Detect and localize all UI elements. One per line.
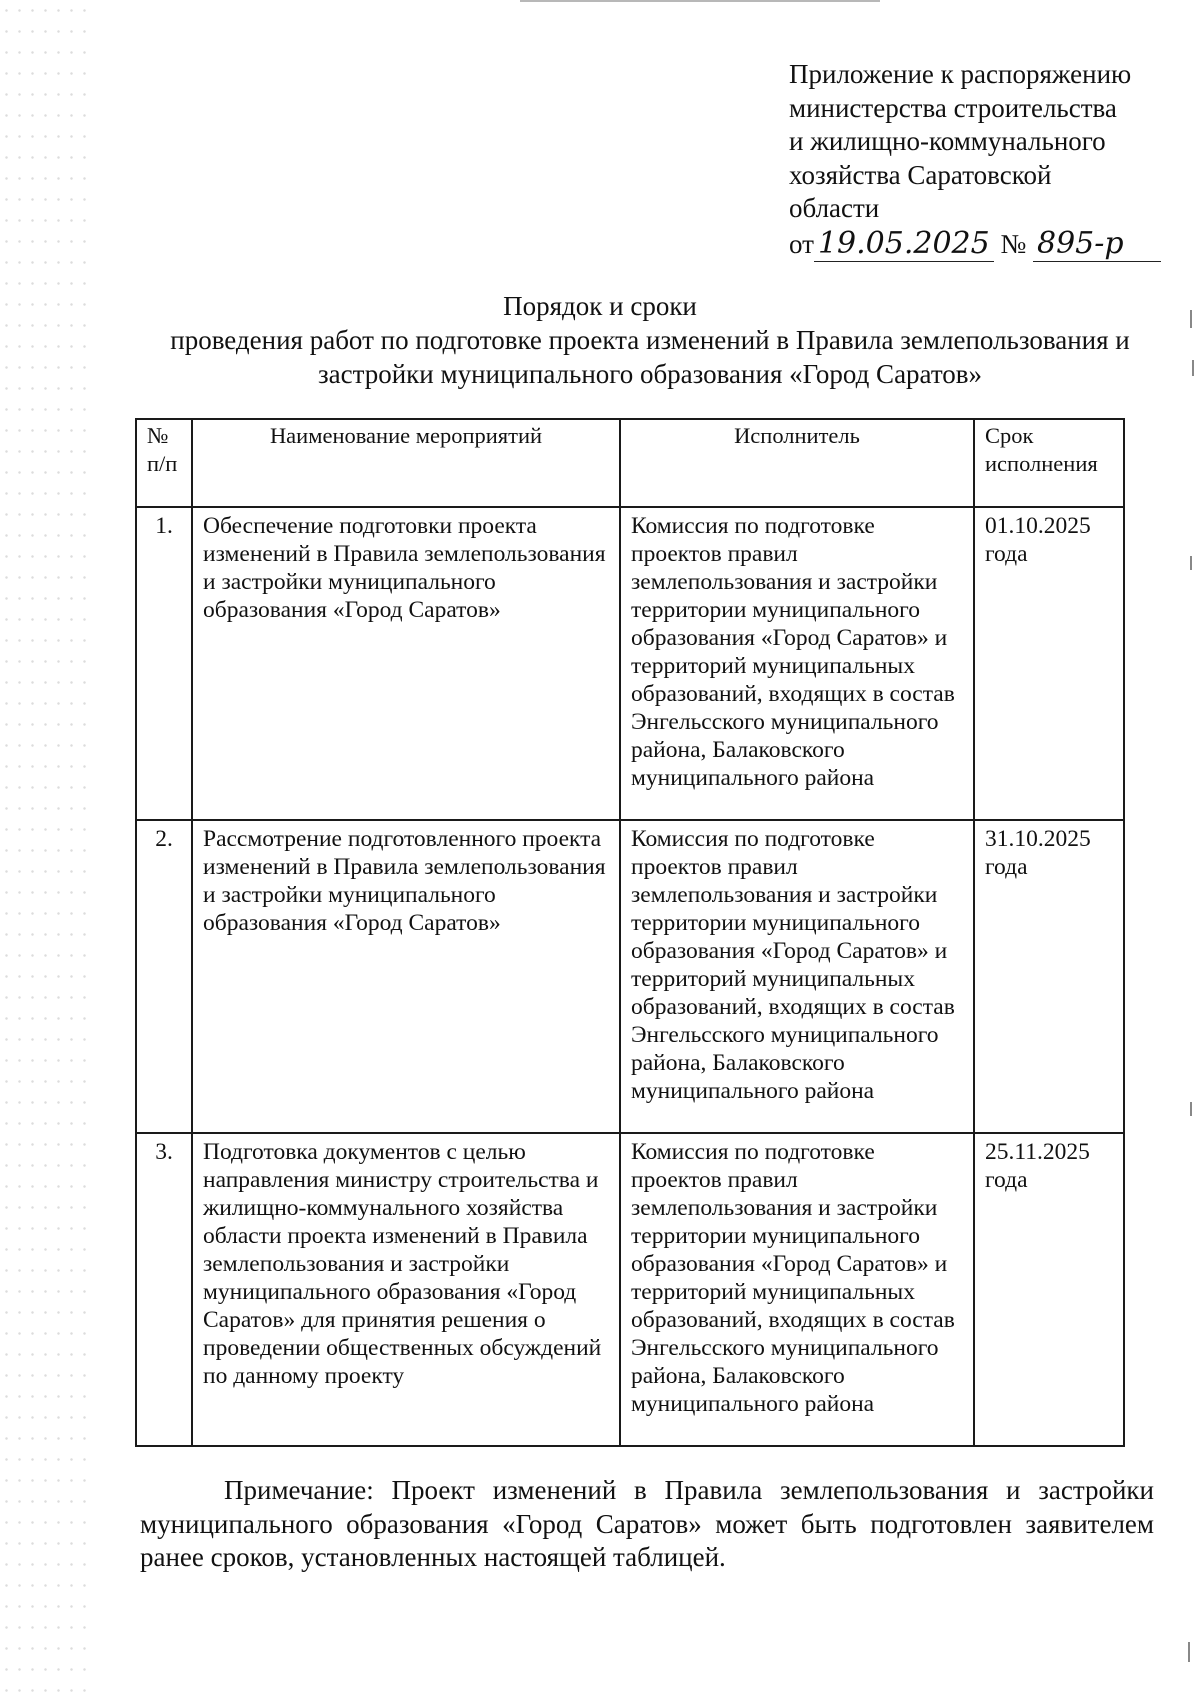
- appendix-date-line: [789, 227, 1189, 262]
- header-name: Наименование мероприятий: [192, 419, 620, 507]
- scan-artifact-mark: [1190, 556, 1192, 570]
- scan-artifact-left-margin: [0, 0, 95, 1697]
- cell-num: 2.: [136, 820, 192, 1133]
- appendix-line: и жилищно-коммунального: [789, 126, 1106, 156]
- schedule-table: [135, 418, 1125, 1447]
- cell-name: Обеспечение подготовки проекта изменений в Правила землепользования и застройки муниципального образования «Город Саратов»: [192, 507, 620, 820]
- header-term: Срок исполнения: [974, 419, 1124, 507]
- table-header-row: [136, 419, 1124, 507]
- number-prefix: №: [1000, 228, 1027, 259]
- cell-name: Подготовка документов с целью направления министру строительства и жилищно-коммунального хозяйства области проекта изменений в Правила землепользования и застройки муниципального образования «Город Саратов» для принятия решения о проведении общественных обсуждений по данному проекту: [192, 1133, 620, 1446]
- date-prefix: от: [789, 228, 814, 259]
- scan-artifact-mark: [1188, 1642, 1190, 1662]
- appendix-block: [789, 58, 1189, 262]
- scan-artifact-top-line: [520, 0, 880, 2]
- scan-artifact-mark: [1190, 1102, 1192, 1116]
- appendix-line: области: [789, 193, 880, 223]
- cell-num: 3.: [136, 1133, 192, 1446]
- appendix-line: министерства строительства: [789, 92, 1117, 123]
- header-num: № п/п: [136, 419, 192, 507]
- cell-executor: Комиссия по подготовке проектов правил землепользования и застройки территории муниципального образования «Город Саратов» и территорий муниципальных образований, входящих в состав Энгельсского муниципального района, Балаковского муниципального района: [620, 507, 974, 820]
- document-title: Порядок и сроки: [503, 291, 697, 321]
- cell-term: 01.10.2025 года: [974, 507, 1124, 820]
- handwritten-number: 895-р: [1033, 227, 1161, 262]
- footnote: Примечание: Проект изменений в Правила землепользования и застройки муниципального образования «Город Саратов» может быть подготовлен заявителем ранее сроков, установленных настоящей таблицей.: [140, 1475, 1154, 1572]
- header-executor: Исполнитель: [620, 419, 974, 507]
- table-row: [136, 820, 1124, 1133]
- document-subtitle: проведения работ по подготовке проекта изменений в Правила землепользования и застройки муниципального образования «Город Саратов»: [170, 325, 1130, 389]
- cell-term: 31.10.2025 года: [974, 820, 1124, 1133]
- table-row: [136, 1133, 1124, 1446]
- appendix-line: хозяйства Саратовской: [789, 159, 1052, 190]
- table-row: [136, 507, 1124, 820]
- scan-artifact-mark: [1192, 360, 1194, 376]
- cell-term: 25.11.2025 года: [974, 1133, 1124, 1446]
- appendix-line: Приложение к распоряжению: [789, 59, 1132, 89]
- cell-name: Рассмотрение подготовленного проекта изменений в Правила землепользования и застройки муниципального образования «Город Саратов»: [192, 820, 620, 1133]
- cell-executor: Комиссия по подготовке проектов правил землепользования и застройки территории муниципального образования «Город Саратов» и территорий муниципальных образований, входящих в состав Энгельсского муниципального района, Балаковского муниципального района: [620, 1133, 974, 1446]
- cell-executor: Комиссия по подготовке проектов правил землепользования и застройки территории муниципального образования «Город Саратов» и территорий муниципальных образований, входящих в состав Энгельсского муниципального района, Балаковского муниципального района: [620, 820, 974, 1133]
- handwritten-date: 19.05.2025: [814, 227, 994, 262]
- cell-num: 1.: [136, 507, 192, 820]
